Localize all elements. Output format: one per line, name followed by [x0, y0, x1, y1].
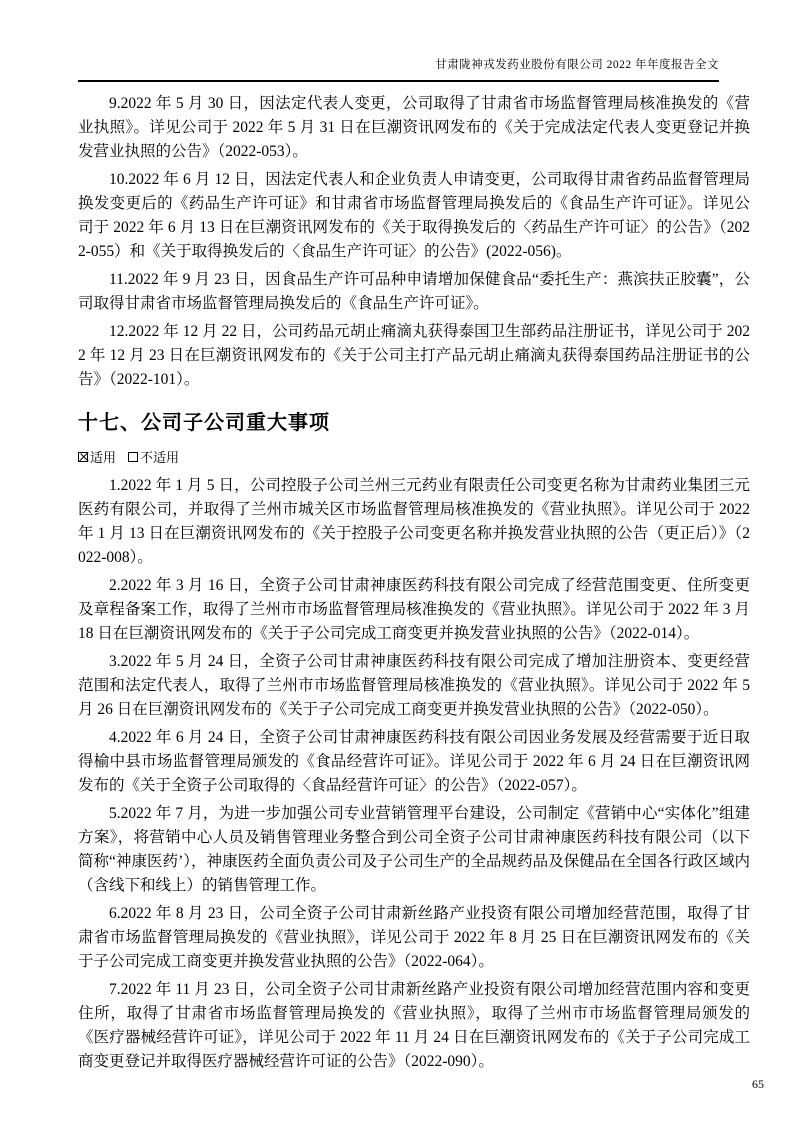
paragraph-item-9: 9.2022 年 5 月 30 日，因法定代表人变更，公司取得了甘肃省市场监督管理局核准换发的《营业执照》。详见公司于 2022 年 5 月 31 日在巨潮资讯网发布的《关于完成法定代表人变更登记并换发营业执照的公告》（2022-053）。	[78, 95, 750, 160]
applicability-line	[78, 447, 750, 466]
applicable-option	[78, 447, 116, 466]
subsidiary-paragraph-4: 4.2022 年 6 月 24 日，全资子公司甘肃神康医药科技有限公司因业务发展及经营需要于近日取得榆中县市场监督管理局颁发的《食品经营许可证》。详见公司于 2022 年 6 月 24 日在巨潮资讯网发布的《关于全资子公司取得的〈食品经营许可证〉的公告》（2022-057）。	[78, 729, 750, 794]
paragraph-item-12: 12.2022 年 12 月 22 日，公司药品元胡止痛滴丸获得泰国卫生部药品注册证书，详见公司于 2022 年 12 月 23 日在巨潮资讯网发布的《关于公司主打产品元胡止痛滴丸获得泰国药品注册证书的公告》（2022-101）。	[78, 323, 750, 388]
not-applicable-label: 不适用	[140, 450, 180, 465]
subsidiary-paragraph-6: 6.2022 年 8 月 23 日，公司全资子公司甘肃新丝路产业投资有限公司增加经营范围，取得了甘肃省市场监督管理局换发的《营业执照》，详见公司于 2022 年 8 月 25 日在巨潮资讯网发布的《关于子公司完成工商变更并换发营业执照的公告》（2022-064）。	[78, 905, 750, 970]
body-text	[78, 92, 750, 1074]
section-heading: 十七、公司子公司重大事项	[78, 412, 330, 434]
applicable-label: 适用	[90, 450, 117, 465]
paragraph-item-10: 10.2022 年 6 月 12 日，因法定代表人和企业负责人申请变更，公司取得甘肃省药品监督管理局换发变更后的《药品生产许可证》和甘肃省市场监督管理局换发后的《食品生产许可证》。详见公司于 2022 年 6 月 13 日在巨潮资讯网发布的《关于取得换发后的〈药品生产许可证〉的公告》（2022-055）和《关于取得换发后的〈食品生产许可证〉的公告》(2022-056)。	[78, 171, 750, 260]
checkbox-unchecked-icon	[128, 452, 138, 462]
not-applicable-option	[128, 447, 179, 466]
subsidiary-paragraph-2: 2.2022 年 3 月 16 日，全资子公司甘肃神康医药科技有限公司完成了经营范围变更、住所变更及章程备案工作，取得了兰州市市场监督管理局核准换发的《营业执照》。详见公司于 2022 年 3 月 18 日在巨潮资讯网发布的《关于子公司完成工商变更并换发营业执照的公告》（2022-014）。	[78, 577, 750, 642]
checkbox-checked-icon	[78, 452, 88, 462]
page-number: 65	[752, 1077, 764, 1091]
page-header-title: 甘肃陇神戎发药业股份有限公司 2022 年年度报告全文	[78, 56, 719, 82]
subsidiary-paragraph-7: 7.2022 年 11 月 23 日，公司全资子公司甘肃新丝路产业投资有限公司增加经营范围内容和变更住所，取得了甘肃省市场监督管理局换发的《营业执照》，取得了兰州市市场监督管理局颁发的《医疗器械经营许可证》，详见公司于 2022 年 11 月 24 日在巨潮资讯网发布的《关于子公司完成工商变更登记并取得医疗器械经营许可证的公告》（2022-090）。	[78, 981, 750, 1070]
page-content	[78, 56, 750, 1078]
paragraph-item-11: 11.2022 年 9 月 23 日，因食品生产许可品种申请增加保健食品“委托生产：燕滨扶正胶囊”，公司取得甘肃省市场监督管理局换发后的《食品生产许可证》。	[78, 271, 750, 312]
subsidiary-paragraph-1: 1.2022 年 1 月 5 日，公司控股子公司兰州三元药业有限责任公司变更名称为甘肃药业集团三元医药有限公司，并取得了兰州市城关区市场监督管理局核准换发的《营业执照》。详见公司于 2022 年 1 月 13 日在巨潮资讯网发布的《关于控股子公司变更名称并换发营业执照的公告（更正后）》（2022-008）。	[78, 477, 750, 566]
subsidiary-paragraph-3: 3.2022 年 5 月 24 日，全资子公司甘肃神康医药科技有限公司完成了增加注册资本、变更经营范围和法定代表人，取得了兰州市市场监督管理局核准换发的《营业执照》。详见公司于 2022 年 5 月 26 日在巨潮资讯网发布的《关于子公司完成工商变更并换发营业执照的公告》（2022-050）。	[78, 653, 750, 718]
subsidiary-paragraph-5: 5.2022 年 7 月，为进一步加强公司专业营销管理平台建设，公司制定《营销中心“实体化”组建方案》，将营销中心人员及销售管理业务整合到公司全资子公司甘肃神康医药科技有限公司（以下简称“神康医药’），神康医药全面负责公司及子公司生产的全品规药品及保健品在全国各行政区域内（含线下和线上）的销售管理工作。	[78, 805, 750, 894]
